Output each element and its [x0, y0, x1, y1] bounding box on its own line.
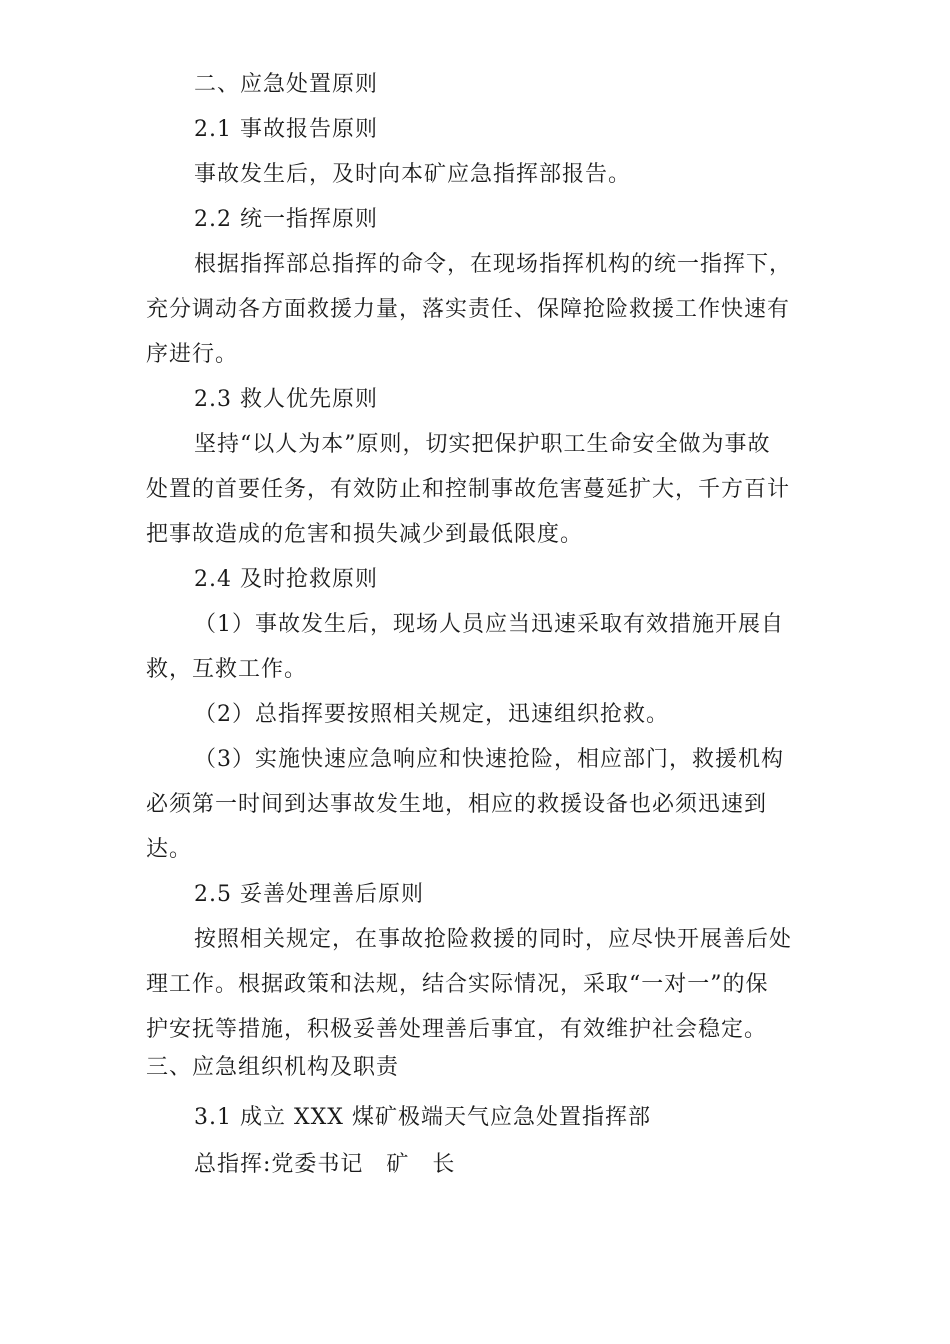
paragraph-2-3-line-2: 处置的首要任务，有效防止和控制事故危害蔓延扩大，千方百计: [146, 477, 791, 502]
paragraph-2-1: 事故发生后，及时向本矿应急指挥部报告。: [194, 162, 632, 187]
list-item-3-line-3: 达。: [146, 837, 193, 862]
list-item-3-line-2: 必须第一时间到达事故发生地，相应的救援设备也必须迅速到: [146, 792, 768, 817]
paragraph-2-5-line-1: 按照相关规定，在事故抢险救援的同时，应尽快开展善后处: [194, 927, 793, 952]
subsection-title-2-1: 2.1 事故报告原则: [194, 117, 378, 142]
section-heading-2: 二、应急处置原则: [194, 72, 379, 97]
section-heading-3: 三、应急组织机构及职责: [146, 1055, 400, 1080]
subsection-title-2-3: 2.3 救人优先原则: [194, 387, 378, 412]
list-item-1-line-2: 救，互救工作。: [146, 657, 308, 682]
list-item-3-line-1: （3）实施快速应急响应和快速抢险，相应部门，救援机构: [194, 747, 784, 772]
subsection-title-2-2: 2.2 统一指挥原则: [194, 207, 378, 232]
subsection-title-2-4: 2.4 及时抢救原则: [194, 567, 378, 592]
list-item-1-line-1: （1）事故发生后，现场人员应当迅速采取有效措施开展自: [194, 612, 784, 637]
paragraph-2-5-line-3: 护安抚等措施，积极妥善处理善后事宜，有效维护社会稳定。: [146, 1017, 768, 1042]
paragraph-2-2-line-3: 序进行。: [146, 342, 239, 367]
subsection-title-2-5: 2.5 妥善处理善后原则: [194, 882, 424, 907]
paragraph-2-2-line-2: 充分调动各方面救援力量，落实责任、保障抢险救援工作快速有: [146, 297, 791, 322]
paragraph-2-3-line-3: 把事故造成的危害和损失减少到最低限度。: [146, 522, 584, 547]
subsection-title-3-1: 3.1 成立 XXX 煤矿极端天气应急处置指挥部: [194, 1105, 651, 1130]
list-item-2: （2）总指挥要按照相关规定，迅速组织抢救。: [194, 702, 669, 727]
paragraph-2-2-line-1: 根据指挥部总指挥的命令，在现场指挥机构的统一指挥下，: [194, 252, 793, 277]
paragraph-2-5-line-2: 理工作。根据政策和法规，结合实际情况，采取“一对一”的保: [146, 972, 769, 997]
paragraph-2-3-line-1: 坚持“以人为本”原则，切实把保护职工生命安全做为事故: [194, 432, 771, 457]
commander-line: 总指挥:党委书记 矿 长: [194, 1152, 456, 1177]
